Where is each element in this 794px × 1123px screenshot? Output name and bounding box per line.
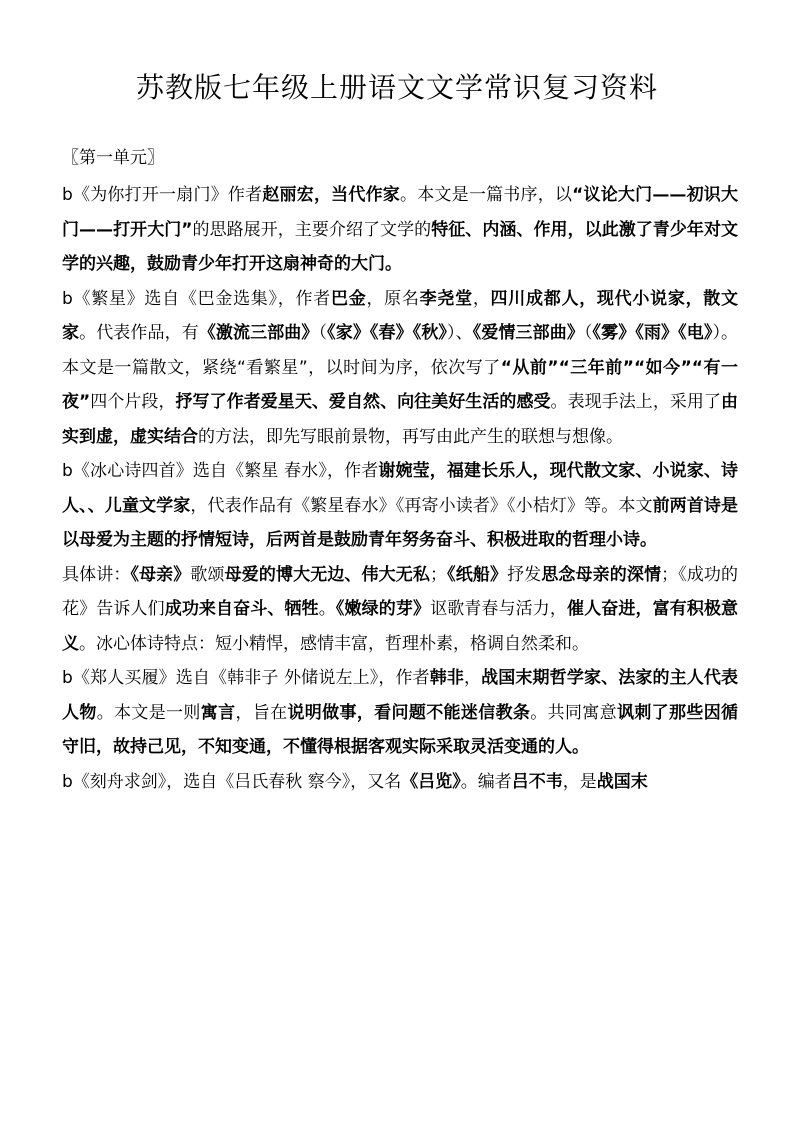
bold-text: 李尧堂 [419,288,473,309]
text-run: 。代表作品，有 [79,323,199,343]
bold-text: 由实到虚，虚实结合 [62,392,739,447]
text-run: 讴歌青春与活力， [430,599,568,619]
text-run: 。本文是一篇书序，以 [400,185,573,205]
text-run: （ [318,323,328,343]
text-run: 的思路展开，主要介绍了文学的 [192,219,432,240]
text-run: ）、 [447,323,473,343]
text-run: ，原名 [366,288,420,309]
unit-heading: 〖第一单元〗 [62,148,164,168]
bold-text: 韩非 [429,668,465,688]
document-title: 苏教版七年级上册语文文学常识复习资料 [135,71,658,104]
text-run: （ [583,323,593,343]
bold-text: 《嫩绿的芽》 [335,599,431,619]
paragraph [62,282,738,455]
bold-text: 谢婉莹，福建长乐人，现代散文家、小说家、诗人、、儿童文学家 [62,461,738,516]
text-run: b《繁星》选自《巴金选集》，作者 [62,288,331,309]
text-run: 歌颂 [190,564,225,585]
bold-text: 催人奋进，富有积极意义 [62,599,739,654]
bold-text: 四川成都人，现代小说家，散文家 [62,288,739,343]
text-run: b《冰心诗四首》选自《繁星 春水》，作者 [62,461,379,481]
bold-text: 《雾》《雨》《电》 [592,323,713,343]
bold-text: 《爱情三部曲》 [472,323,584,343]
text-run: ，是 [562,771,597,792]
text-run: 抒发 [507,564,542,585]
text-run: b《刻舟求剑》，选自《吕氏春秋 察今》，又名 [62,771,402,792]
text-run: 。冰心体诗特点：短小精悍，感情丰富，哲理朴素，格调自然柔和。 [79,633,589,654]
paragraph [62,558,738,662]
paragraph [62,178,738,282]
bold-text: 特征、内涵、作用，以此激了青少年对文学的兴趣，鼓励青少年打开这扇神奇的大门。 [62,219,738,274]
text-run: ；《成功的花》告诉人们 [62,564,739,619]
text-run: 。编者 [460,771,512,792]
bold-text: 《母亲》 [130,564,191,585]
text-run: ， [464,668,482,688]
bold-text: 抒写了作者爱星天、爱自然、向往美好生活的感受 [175,392,551,412]
text-run: ，旨在 [235,702,288,723]
paragraph [62,765,738,800]
text-run: 。表现手法上，采用了 [550,392,722,412]
bold-text: “从前”“三年前”“如今”“有一夜” [62,357,738,412]
bold-text: 讽刺了那些因循守旧，故持己见，不知变通，不懂得根据客观实际采取灵活变通的人。 [62,702,739,757]
text-run: ，代表作品有《繁星春水》《再寄小读者》《小桔灯》等。本文 [190,495,653,516]
bold-text: 母爱的博大无边、伟大无私 [224,564,430,585]
text-run: b《郑人买履》选自《韩非子 外储说左上》，作者 [62,668,430,688]
bold-text: 吕不韦 [511,771,563,792]
bold-text: 思念母亲的深情 [541,564,662,585]
text-run: 的方法，即先写眼前景物，再写由此产生的联想与想像。 [198,426,623,447]
document-body [62,178,738,799]
text-run: 四个片段， [90,392,176,412]
bold-text: 成功来自奋斗、牺牲 [164,599,319,619]
paragraph [62,454,738,558]
bold-text: “议论大门——初识大门——打开大门” [62,185,738,240]
bold-text: 赵丽宏，当代作家 [262,185,401,205]
bold-text: 《家》《春》《秋》 [327,323,448,343]
bold-text: 前两首诗是以母爱为主题的抒情短诗，后两首是鼓励青年努务奋斗、积极进取的哲理小诗。 [62,495,739,550]
bold-text: 巴金 [330,288,367,309]
text-run: 。共同寓意 [530,702,617,723]
text-run: ， [472,288,491,309]
bold-text: 《激流三部曲》 [198,323,319,343]
bold-text: 《纸船》 [447,564,508,585]
text-run: 具体讲： [62,564,131,585]
bold-text: 战国末 [596,771,648,792]
text-run: ）。本文是一篇散文，紧绕“看繁星”，以时间为序，依次写了 [62,323,739,378]
text-run: 。本文是一则 [96,702,201,723]
bold-text: 说明做事，看问题不能迷信教条 [287,702,531,723]
text-run: b《为你打开一扇门》作者 [62,185,263,205]
bold-text: 寓言 [200,702,236,723]
bold-text: 《吕览》 [401,771,461,792]
text-run: ； [430,564,447,585]
text-run: 。 [318,599,336,619]
paragraph [62,661,738,765]
bold-text: 战国末期哲学家、法家的主人代表人物 [62,668,739,723]
